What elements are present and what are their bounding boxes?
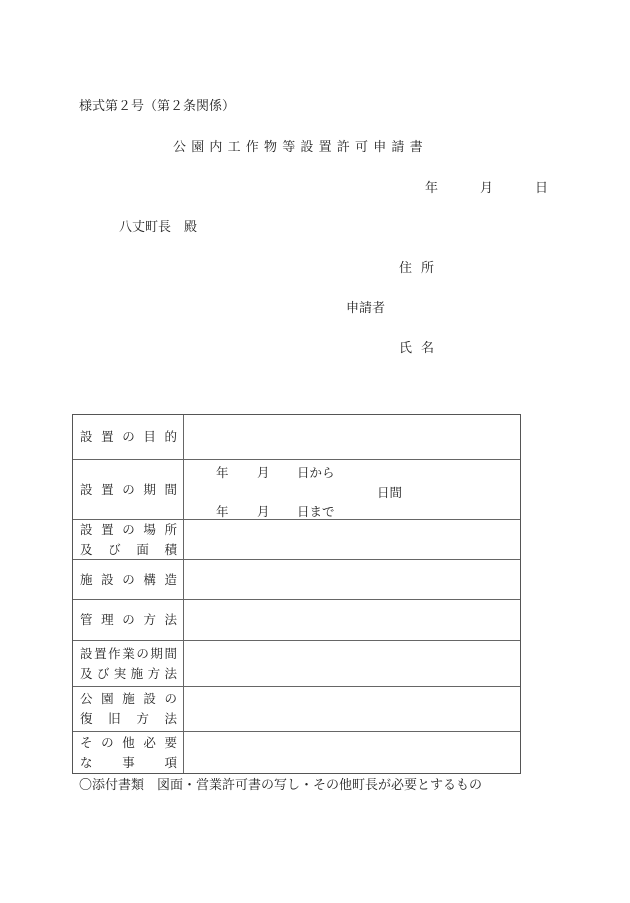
- period-to-year: 年: [216, 504, 229, 519]
- row-label-char: 及: [80, 665, 93, 681]
- applicant-name-label: 氏名: [399, 341, 444, 356]
- row-label-line: [80, 689, 177, 709]
- date-day-label: 日: [535, 181, 549, 196]
- restoration-value[interactable]: [184, 687, 520, 731]
- row-label-char: 置: [101, 429, 114, 444]
- row-label-char: 管: [80, 612, 93, 627]
- row-label-char: 方: [147, 665, 161, 681]
- row-label-char: の: [164, 691, 177, 706]
- row-label-char: 構: [143, 571, 156, 587]
- document-title: 公園内工作物等設置許可申請書: [173, 140, 428, 155]
- row-label-char: 設: [101, 571, 114, 587]
- row-label-char: 方: [136, 711, 149, 726]
- period-to-month: 月: [257, 504, 270, 519]
- applicant-address-label: 住所: [399, 261, 444, 276]
- structure-value[interactable]: [184, 560, 520, 599]
- period-value[interactable]: [184, 460, 520, 519]
- table-row-management: [73, 600, 520, 641]
- row-label: [73, 641, 184, 686]
- row-label-char: そ: [80, 734, 93, 750]
- other-value[interactable]: [184, 732, 520, 773]
- row-label-char: の: [122, 612, 135, 627]
- row-label-char: 法: [164, 665, 177, 681]
- row-label-char: 事: [122, 754, 135, 770]
- form-number: 様式第２号（第２条関係）: [79, 99, 236, 114]
- row-label-char: 旧: [108, 711, 121, 726]
- period-to-day: 日まで: [297, 504, 335, 519]
- row-label-char: 積: [164, 541, 177, 557]
- row-label-char: 目: [143, 429, 156, 444]
- row-label-char: 期: [143, 481, 156, 497]
- row-label-char: 及: [80, 541, 93, 557]
- row-label-line: [80, 709, 177, 729]
- row-label-char: 設: [80, 645, 93, 661]
- row-label-char: 間: [164, 481, 177, 497]
- applicant-role-label: 申請者: [346, 301, 386, 316]
- row-label-char: 所: [164, 521, 177, 537]
- application-form-table: [72, 414, 521, 774]
- row-label-line: [80, 664, 177, 684]
- row-label-char: 置: [101, 481, 114, 497]
- row-label-char: の: [101, 734, 114, 750]
- date-year-label: 年: [425, 181, 439, 196]
- row-label-char: 理: [101, 612, 114, 627]
- purpose-value[interactable]: [184, 415, 520, 459]
- row-label-line: [80, 644, 177, 664]
- row-label-char: 法: [164, 711, 177, 726]
- row-label-char: 必: [143, 734, 156, 750]
- row-label-char: 期: [150, 645, 163, 661]
- management-value[interactable]: [184, 600, 520, 640]
- row-label-char: 施: [130, 665, 144, 681]
- row-label-line: [80, 610, 177, 630]
- row-label-char: 法: [164, 612, 177, 627]
- period-from-month: 月: [257, 465, 270, 480]
- row-label: [73, 687, 184, 731]
- row-label-char: 面: [136, 541, 149, 557]
- row-label: [73, 460, 184, 519]
- row-label-line: [80, 427, 177, 447]
- row-label-char: 園: [101, 691, 114, 706]
- row-label-char: な: [80, 754, 93, 770]
- row-label-char: 作: [108, 645, 121, 661]
- table-row-location-area: [73, 520, 520, 560]
- row-label: [73, 600, 184, 640]
- addressee: 八丈町長 殿: [119, 220, 198, 235]
- row-label-char: 場: [143, 521, 156, 537]
- row-label-char: 方: [143, 612, 156, 627]
- row-label-char: 他: [122, 734, 135, 750]
- row-label-char: 要: [164, 734, 177, 750]
- row-label-char: 項: [164, 754, 177, 770]
- period-from-day: 日から: [297, 465, 335, 480]
- row-label-char: 間: [164, 645, 177, 661]
- row-label-char: の: [122, 481, 135, 497]
- row-label-char: 実: [113, 665, 127, 681]
- table-row-purpose: [73, 415, 520, 460]
- row-label: [73, 520, 184, 559]
- row-label-char: び: [108, 541, 121, 557]
- location-area-value[interactable]: [184, 520, 520, 559]
- period-days: 日間: [377, 485, 403, 500]
- row-label-char: 的: [164, 429, 177, 444]
- work-period-method-value[interactable]: [184, 641, 520, 686]
- table-row-structure: [73, 560, 520, 600]
- row-label-line: [80, 480, 177, 500]
- period-from-year: 年: [216, 465, 229, 480]
- row-label-line: [80, 753, 177, 773]
- row-label: [73, 560, 184, 599]
- row-label-char: 設: [80, 521, 93, 537]
- row-label-char: 置: [101, 521, 114, 537]
- row-label-char: 設: [80, 481, 93, 497]
- row-label-line: [80, 570, 177, 590]
- table-row-other: [73, 732, 520, 773]
- date-month-label: 月: [480, 181, 494, 196]
- table-row-period: [73, 460, 520, 520]
- row-label-char: 設: [143, 691, 156, 706]
- row-label-char: 造: [164, 571, 177, 587]
- row-label-char: の: [136, 645, 149, 661]
- row-label-char: 業: [122, 645, 135, 661]
- row-label-char: 置: [94, 645, 107, 661]
- row-label-char: び: [96, 665, 110, 681]
- row-label: [73, 415, 184, 459]
- row-label-line: [80, 520, 177, 540]
- row-label-char: 公: [80, 691, 93, 706]
- table-row-work-period-method: [73, 641, 520, 687]
- table-row-restoration: [73, 687, 520, 732]
- row-label-char: の: [122, 521, 135, 537]
- row-label-line: [80, 540, 177, 560]
- row-label-char: 施: [122, 691, 135, 706]
- row-label: [73, 732, 184, 773]
- row-label-char: の: [122, 429, 135, 444]
- row-label-char: 復: [80, 711, 93, 726]
- attachment-note: 〇添付書類 図面・営業許可書の写し・その他町長が必要とするもの: [79, 778, 483, 793]
- row-label-line: [80, 733, 177, 753]
- row-label-char: の: [122, 571, 135, 587]
- row-label-char: 施: [80, 571, 93, 587]
- row-label-char: 設: [80, 429, 93, 444]
